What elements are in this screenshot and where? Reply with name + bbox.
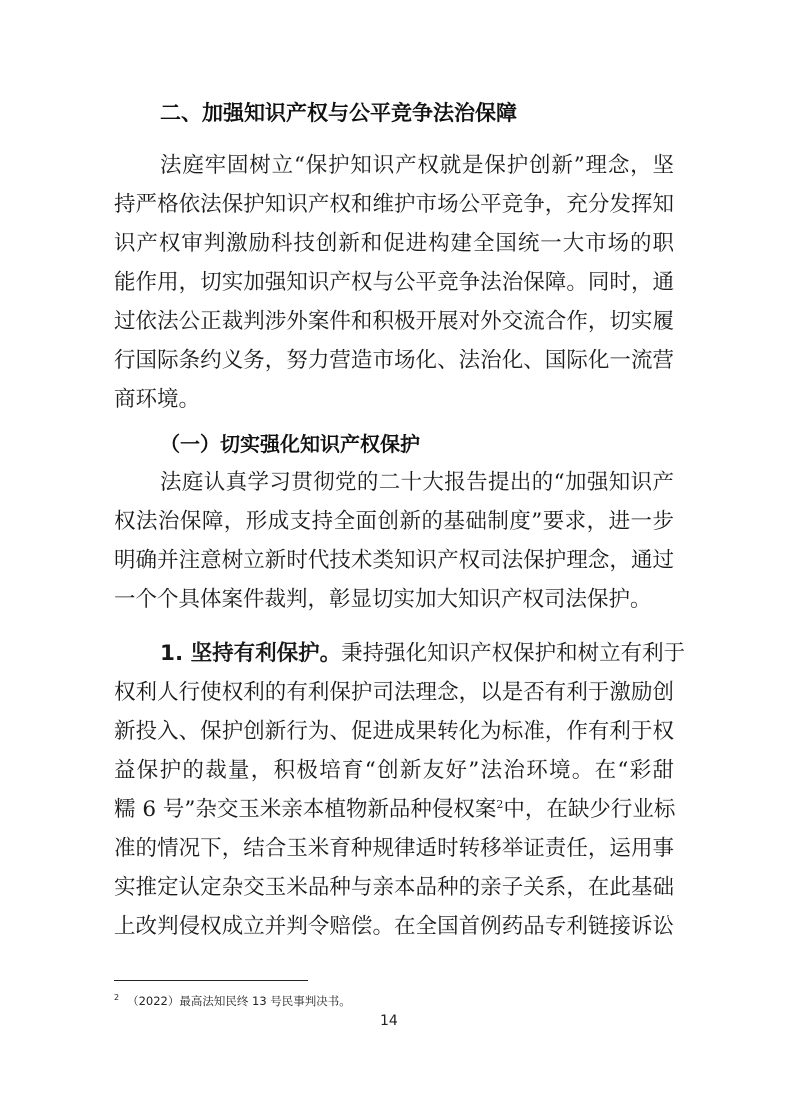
paragraph-3-line-4: 益保护的裁量，积极培育“创新友好”法治环境。在“彩甜 [114,758,674,783]
paragraph-3-lead: 1. 坚持有利保护。 [160,641,342,666]
paragraph-3-line-5-after: 中，在缺少行业标 [503,797,676,822]
paragraph-3-line-8: 上改判侵权成立并判令赔偿。在全国首例药品专利链接诉讼 [114,914,674,939]
paragraph-1-line-6: 行国际条约义务，努力营造市场化、法治化、国际化一流营 [114,348,674,373]
footnote [114,990,351,1009]
paragraph-1-line-1: 法庭牢固树立“保护知识产权就是保护创新”理念，坚 [160,153,674,178]
paragraph-1-line-2: 持严格依法保护知识产权和维护市场公平竞争，充分发挥知 [114,192,674,217]
paragraph-3-line-1-rest: 秉持强化知识产权保护和树立有利于 [341,641,686,666]
subsection-heading: （一）切实强化知识产权保护 [160,432,420,456]
footnote-text: （2022）最高法知民终 13 号民事判决书。 [127,993,351,1008]
footnote-reference[interactable]: 2 [496,797,504,811]
paragraph-1-line-5: 过依法公正裁判涉外案件和积极开展对外交流合作，切实履 [114,309,674,334]
paragraph-1-line-4: 能作用，切实加强知识产权与公平竞争法治保障。同时，通 [114,270,674,295]
paragraph-3-line-7: 实推定认定杂交玉米品种与亲本品种的亲子关系，在此基础 [114,875,674,900]
section-heading: 二、加强知识产权与公平竞争法治保障 [160,101,517,125]
paragraph-2-line-4: 一个个具体案件裁判，彰显切实加大知识产权司法保护。 [114,587,652,612]
paragraph-1-line-7: 商环境。 [114,387,201,412]
paragraph-2-line-3: 明确并注意树立新时代技术类知识产权司法保护理念，通过 [114,548,674,573]
paragraph-1-line-3: 识产权审判激励科技创新和促进构建全国统一大市场的职 [114,231,674,256]
paragraph-3-line-3: 新投入、保护创新行为、促进成果转化为标准，作有利于权 [114,719,674,744]
paragraph-2-line-2: 权法治保障，形成支持全面创新的基础制度”要求，进一步 [114,509,674,534]
paragraph-3-line-1 [160,640,686,668]
paragraph-3-line-5-before: 糯 6 号”杂交玉米亲本植物新品种侵权案 [114,797,497,822]
paragraph-3-line-2: 权利人行使权利的有利保护司法理念，以是否有利于激励创 [114,680,674,705]
paragraph-3-line-5 [114,796,674,824]
paragraph-3-line-6: 准的情况下，结合玉米育种规律适时转移举证责任，运用事 [114,836,674,861]
page-number: 14 [380,1013,398,1029]
footnote-mark: 2 [114,993,120,1002]
footnote-separator [114,980,308,981]
paragraph-2-line-1: 法庭认真学习贯彻党的二十大报告提出的“加强知识产 [160,470,674,495]
